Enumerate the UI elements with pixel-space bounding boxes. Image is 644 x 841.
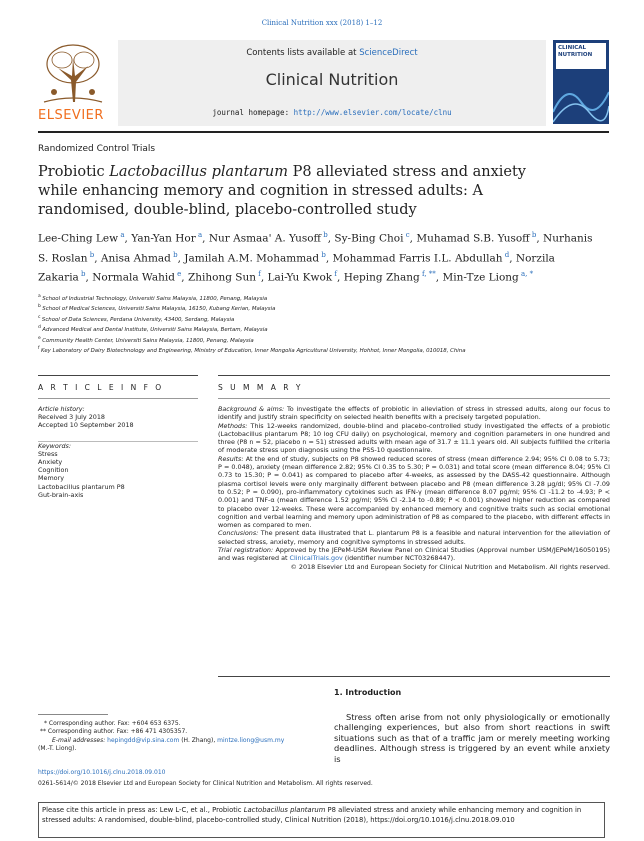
affiliation bbox=[38, 345, 598, 355]
info-top-rule bbox=[38, 375, 198, 376]
affiliation-text: Advanced Medical and Dental Institute, Universiti Sains Malaysia, Bertam, Malaysia bbox=[42, 326, 268, 333]
received-date: Received 3 July 2018 bbox=[38, 413, 105, 422]
keyword: Stress bbox=[38, 449, 58, 458]
trial-text: Approved by the JEPeM-USM Review Panel on Clinical Studies (Approval number USM/JEPeM/16050195) and was registered at bbox=[218, 546, 610, 563]
author-name: Min-Tze Liong bbox=[442, 271, 519, 284]
methods-text: This 12-weeks randomized, double-blind and placebo-controlled study investigated the effects of a probiotic (Lactobacillus plantarum P8; 10 log CFU daily) on psychological, memory and cognition parameters in one hundred and three (P8 n = 52, placebo n = 51) stressed adults with mean age of 31.7 ± 11.1 years old. All subjects fulfilled the criteria of moderate stress upon diagnosis using the PSS-10 questionnaire. bbox=[218, 421, 610, 455]
introduction-text bbox=[334, 712, 610, 764]
journal-title: Clinical Nutrition bbox=[265, 70, 399, 89]
doi-link[interactable]: https://doi.org/10.1016/j.clnu.2018.09.010 bbox=[38, 769, 166, 776]
cite-species: Lactobacillus plantarum bbox=[243, 806, 326, 814]
article-section-type: Randomized Control Trials bbox=[38, 144, 156, 154]
homepage-link[interactable]: http://www.elsevier.com/locate/clnu bbox=[293, 108, 452, 117]
keyword-list bbox=[38, 450, 198, 499]
results-text: At the end of study, subjects on P8 showed reduced scores of stress (mean difference 2.94; 95% CI 0.08 to 5.73; P = 0.048), anxiety (mean difference 2.82; 95% CI 0.35 to 5.30; P = 0.031) and total score (mean difference 8.04; 95% CI 0.73 to 15.30; P = 0.041) as compared to placebo after 4-weeks, as assessed by the DASS-42 questionnaire. Although plasma cortisol levels were only marginally different between placebo and P8 (mean difference 3.28 µg/dl; 95% CI -7.09 to 0.52; P = 0.090), pro-inflammatory cytokines such as IFN-γ (mean difference 8.07 pg/ml; 95% CI -11.2 to -4.93; P < 0.001) and TNF-α (mean difference 1.52 pg/ml; 95% CI -2.14 to -0.89; P < 0.001) showed higher reduction as compared to placebo over 12-weeks. These were accompanied by enhanced memory and cognitive traits such as social emotional cognition and verbal learning and memory upon administration of P8 as compared to the placebo, with different effects in women as compared to men. bbox=[218, 454, 610, 530]
affiliation-mark: b bbox=[38, 304, 43, 310]
affiliation-list bbox=[38, 293, 598, 355]
title-species: Lactobacillus plantarum bbox=[109, 164, 288, 180]
summary-top-rule bbox=[218, 375, 610, 376]
contents-prefix: Contents lists available at bbox=[246, 48, 360, 58]
keyword: Lactobacillus plantarum P8 bbox=[38, 482, 125, 491]
keyword: Gut-brain-axis bbox=[38, 490, 84, 499]
affiliation-mark: f bbox=[38, 345, 42, 351]
trial-label: Trial registration: bbox=[218, 546, 274, 555]
conclusions-text: The present data illustrated that L. plantarum P8 is a feasible and natural intervention for the alleviation of selected stress, anxiety, memory and cognitive symptoms in stressed adults. bbox=[218, 529, 610, 546]
contents-line bbox=[118, 48, 546, 58]
introduction-paragraph: Stress often arise from not only physiologically or emotionally challenging experiences, but also from short reactions in swift situations such as that of a traffic jam or merely meeting working deadlines. Although stress is triggered by an event while anxiety is bbox=[334, 712, 610, 764]
info-head-rule bbox=[38, 398, 198, 399]
accepted-date: Accepted 10 September 2018 bbox=[38, 421, 134, 430]
title-part-2: P8 alleviated stress and anxiety while enhancing memory and cognition in stressed adults: A randomised, double-blind, placebo-controlled study bbox=[38, 164, 526, 218]
affiliation-text: School of Industrial Technology, Universiti Sains Malaysia, 11800, Penang, Malaysia bbox=[42, 295, 268, 302]
author-name: Normala Wahid bbox=[92, 271, 175, 284]
author-name: Yan-Yan Hor bbox=[131, 232, 196, 245]
email-zhang-who: (H. Zhang), bbox=[179, 736, 218, 744]
summary-heading: S U M M A R Y bbox=[218, 383, 303, 392]
author-affiliation-mark[interactable]: a bbox=[118, 231, 125, 239]
title-part-1: Probiotic bbox=[38, 164, 110, 180]
affiliation bbox=[38, 314, 598, 324]
issn-line: 0261-5614/© 2018 Elsevier Ltd and European Society for Clinical Nutrition and Metabolism. All rights reserved. bbox=[38, 780, 373, 787]
affiliation-text: Community Health Center, Universiti Sains Malaysia, 11800, Penang, Malaysia bbox=[42, 337, 254, 344]
author-affiliation-mark[interactable]: b bbox=[170, 250, 178, 259]
summary-body bbox=[218, 405, 610, 571]
summary-background bbox=[218, 405, 610, 422]
author-name: Zhihong Sun bbox=[187, 271, 257, 284]
homepage-prefix: journal homepage: bbox=[212, 108, 294, 117]
summary-trial bbox=[218, 546, 610, 563]
keyword: Memory bbox=[38, 474, 64, 483]
summary-methods bbox=[218, 422, 610, 455]
author-name: Jamilah A.M. Mohammad bbox=[184, 252, 320, 264]
email-label: E-mail addresses: bbox=[52, 736, 108, 744]
author-name: Norzila Zakaria bbox=[38, 252, 555, 284]
methods-label: Methods: bbox=[218, 421, 248, 430]
journal-homepage-line bbox=[118, 108, 546, 117]
author-list: Lee-Ching Lew $^a$, Yan-Yan Hor $^a$, Nur Asmaa' A. Yusoff $^b$, Sy-Bing Choi $^c$, Muhamad S.B. Yusoff $^b$, Nurhanis S. Roslan $^b$, Anisa Ahmad $^b$, Jamilah A.M. Mohammad $^b$, Mohammad Farris I.L. Abdullah $^d$, Norzila Zakaria $^b$, Normala Wahid $^e$, Zhihong Sun $^f$, Lai-Yu Kwok $^f$, Heping Zhang $^{f, **}$, Min-Tze Liong $^{a, *}$ bbox=[38, 231, 593, 284]
author-affiliation-mark[interactable]: a, * bbox=[518, 270, 534, 278]
affiliation-text: School of Medical Sciences, Universiti Sains Malaysia, 16150, Kubang Kerian, Malaysia bbox=[42, 306, 276, 313]
cite-part-1: Please cite this article in press as: Lew L-C, et al., Probiotic bbox=[42, 806, 244, 814]
author-affiliation-mark[interactable]: b bbox=[529, 231, 537, 239]
author-name: Nur Asmaa' A. Yusoff bbox=[208, 232, 322, 245]
author-affiliation-mark[interactable]: c bbox=[403, 231, 410, 239]
summary-results bbox=[218, 455, 610, 530]
article-info-column bbox=[38, 405, 198, 499]
email-link-liong[interactable]: mintze.liong@usm.my bbox=[217, 736, 285, 744]
results-label: Results: bbox=[218, 454, 244, 463]
conclusions-label: Conclusions: bbox=[218, 529, 259, 538]
author-name: Mohammad Farris I.L. Abdullah bbox=[332, 252, 503, 264]
trial-text-end: (identifier number NCT03268447). bbox=[342, 554, 456, 563]
author-affiliation-mark[interactable]: a bbox=[195, 231, 203, 239]
author-name: Anisa Ahmad bbox=[100, 252, 171, 264]
cover-title: CLINICAL NUTRITION bbox=[556, 43, 606, 69]
article-title bbox=[38, 163, 548, 220]
sciencedirect-link[interactable]: ScienceDirect bbox=[359, 48, 418, 58]
affiliation-mark: c bbox=[38, 314, 42, 320]
citation-box bbox=[38, 802, 605, 838]
summary-head-rule bbox=[218, 398, 610, 399]
affiliation-text: Key Laboratory of Dairy Biotechnology and Engineering, Ministry of Education, Inner Mongolia Agricultural University, Hohhot, Inner Mongolia, 010018, China bbox=[41, 347, 466, 354]
author-affiliation-mark[interactable]: f bbox=[256, 270, 261, 278]
keyword: Anxiety bbox=[38, 458, 63, 467]
affiliation-mark: a bbox=[38, 294, 43, 299]
summary-conclusions bbox=[218, 529, 610, 546]
author-name: Lee-Ching Lew bbox=[38, 232, 119, 245]
journal-cover-thumbnail bbox=[553, 40, 609, 124]
cite-part-2: P8 alleviated stress and anxiety while enhancing memory and cognition in stressed adults: A randomised, double-blind, placebo-controlled study, Clinical Nutrition (2018), https://doi.org/10.1016/j.clnu.2018.09.010 bbox=[42, 806, 582, 825]
footnote-rule bbox=[38, 714, 108, 715]
clinicaltrials-link[interactable]: ClinicalTrials.gov bbox=[289, 554, 343, 563]
author-name: Heping Zhang bbox=[343, 271, 420, 284]
elsevier-wordmark: ELSEVIER bbox=[38, 108, 104, 123]
author-affiliation-mark[interactable]: f bbox=[332, 270, 337, 278]
author-affiliation-mark[interactable]: b bbox=[87, 250, 95, 259]
summary-bottom-rule bbox=[218, 676, 610, 677]
article-info-heading: A R T I C L E I N F O bbox=[38, 383, 164, 392]
author-name: Lai-Yu Kwok bbox=[267, 271, 333, 284]
footnotes bbox=[38, 720, 326, 754]
author-affiliation-mark[interactable]: b bbox=[321, 231, 328, 239]
email-liong-who: (M.-T. Liong). bbox=[38, 745, 77, 753]
author-affiliation-mark[interactable]: b bbox=[78, 270, 86, 278]
background-text: To investigate the effects of probiotic in alleviation of stress in stressed adults, along our focus to identify and justify strain specificity on selected health benefits with a precisely targeted population. bbox=[218, 405, 610, 422]
affiliation bbox=[38, 303, 598, 313]
corresponding-author-2: ** Corresponding author. Fax: +86 471 4305357. bbox=[40, 728, 188, 736]
keywords-label: Keywords: bbox=[38, 441, 71, 450]
keyword: Cognition bbox=[38, 466, 69, 475]
author-name: Nurhanis S. Roslan bbox=[38, 232, 593, 264]
copyright-line: © 2018 Elsevier Ltd and European Society for Clinical Nutrition and Metabolism. All rights reserved. bbox=[290, 562, 610, 571]
affiliation bbox=[38, 324, 598, 334]
author-affiliation-mark[interactable]: d bbox=[502, 250, 510, 259]
author-affiliation-mark[interactable]: f, ** bbox=[419, 270, 436, 278]
running-header: Clinical Nutrition xxx (2018) 1–12 bbox=[261, 19, 383, 27]
cover-art bbox=[553, 72, 609, 124]
affiliation bbox=[38, 335, 598, 345]
author-affiliation-mark[interactable]: e bbox=[174, 270, 182, 278]
background-label: Background & aims: bbox=[218, 405, 285, 413]
author-name: Muhamad S.B. Yusoff bbox=[416, 232, 530, 245]
email-link-zhang[interactable]: hepingdd@vip.sina.com bbox=[107, 736, 180, 744]
affiliation-mark: d bbox=[38, 325, 43, 331]
affiliation-mark: e bbox=[38, 335, 43, 341]
affiliation bbox=[38, 293, 598, 303]
affiliation-text: School of Data Sciences, Perdana University, 43400, Serdang, Malaysia bbox=[41, 316, 235, 323]
author-affiliation-mark[interactable]: b bbox=[319, 250, 326, 259]
corresponding-author-1: * Corresponding author. Fax: +604 653 6375. bbox=[44, 720, 181, 727]
header-rule bbox=[38, 131, 609, 133]
introduction-heading: 1. Introduction bbox=[334, 688, 402, 697]
author-name: Sy-Bing Choi bbox=[334, 232, 404, 245]
history-label: Article history: bbox=[38, 405, 85, 413]
